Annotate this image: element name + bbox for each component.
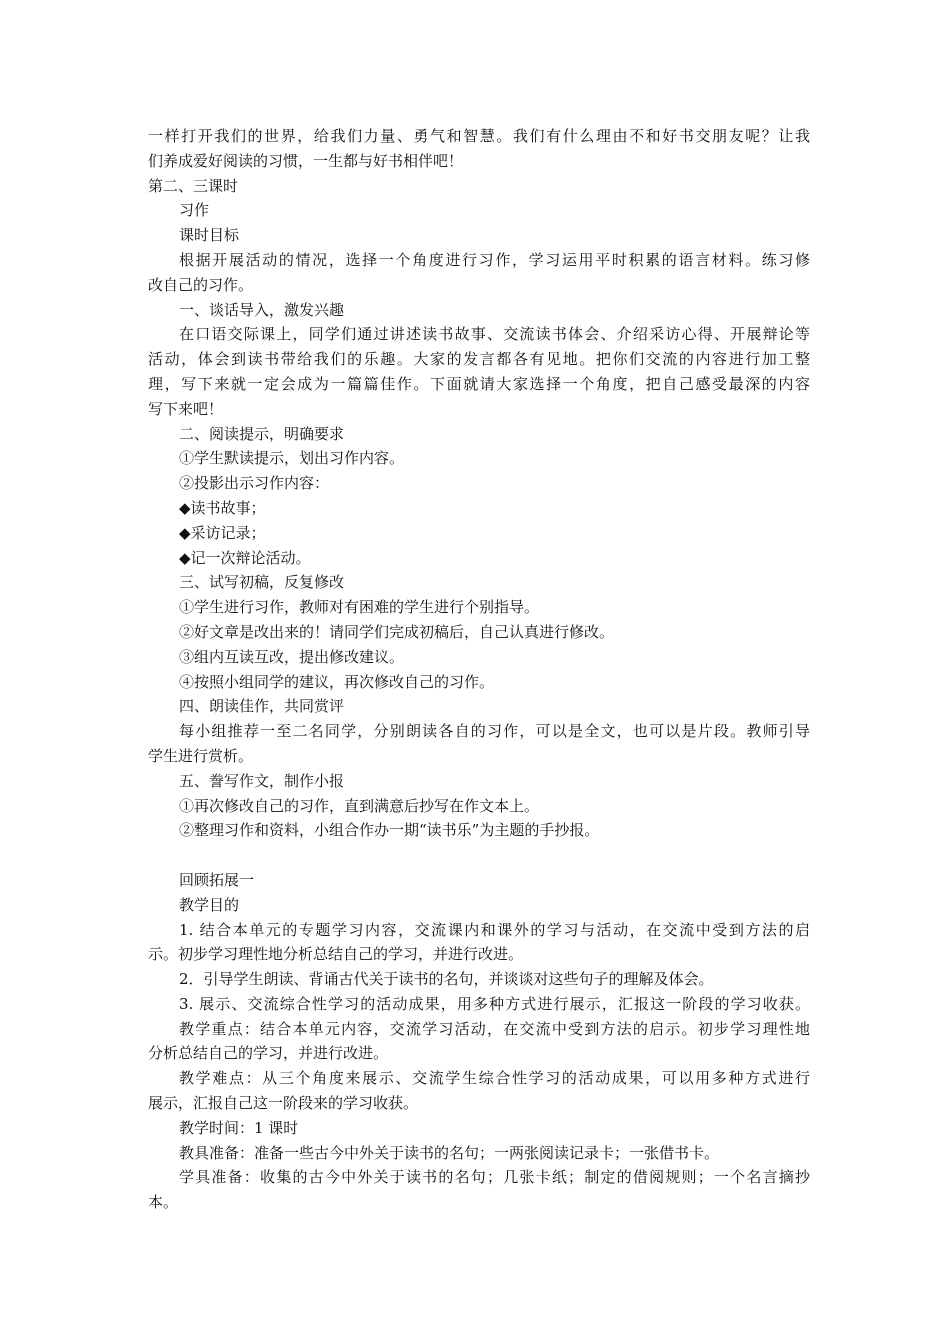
list-item: ②好文章是改出来的！请同学们完成初稿后，自己认真进行修改。 [179, 622, 615, 641]
text-line: 1. 结合本单元的专题学习内容，交流课内和课外的学习与活动，在交流中受到方法的启 [179, 920, 810, 939]
text-line: 示。初步学习理性地分析总结自己的学习，并进行改进。 [148, 945, 524, 964]
step-heading: 一、谈话导入，激发兴趣 [179, 300, 345, 319]
step-heading: 二、阅读提示，明确要求 [179, 424, 345, 443]
step-heading: 五、誊写作文，制作小报 [179, 771, 345, 790]
section-heading: 第二、三课时 [148, 176, 239, 195]
section-heading: 回顾拓展一 [179, 870, 255, 889]
bullet-item: ◆读书故事； [179, 498, 266, 517]
text-line: 2．引导学生朗读、背诵古代关于读书的名句，并谈谈对这些句子的理解及体会。 [179, 970, 714, 989]
text-line: 根据开展活动的情况，选择一个角度进行习作，学习运用平时积累的语言材料。练习修 [179, 250, 810, 269]
document-page [148, 124, 810, 1215]
list-item: ③组内互读互改，提出修改建议。 [179, 647, 405, 666]
text-line: 分析总结自己的学习，并进行改进。 [148, 1044, 389, 1063]
text-line: 本。 [148, 1193, 179, 1212]
text-line: 改自己的习作。 [148, 275, 254, 294]
text-line: 教学时间：1 课时 [179, 1118, 299, 1137]
list-item: ①学生默读提示，划出习作内容。 [179, 449, 405, 468]
text-line: 教具准备：准备一些古今中外关于读书的名句；一两张阅读记录卡；一张借书卡。 [179, 1143, 720, 1162]
text-line: 教学难点：从三个角度来展示、交流学生综合性学习的活动成果，可以用多种方式进行 [179, 1069, 810, 1088]
bullet-item: ◆采访记录； [179, 523, 266, 542]
text-line: 们养成爱好阅读的习惯，一生都与好书相伴吧！ [148, 151, 464, 170]
step-heading: 四、朗读佳作，共同赏评 [179, 697, 345, 716]
bullet-item: ◆记一次辩论活动。 [179, 548, 311, 567]
text-line: 每小组推荐一至二名同学，分别朗读各自的习作，可以是全文，也可以是片段。教师引导 [179, 722, 810, 741]
text-line: 教学重点：结合本单元内容，交流学习活动，在交流中受到方法的启示。初步学习理性地 [179, 1019, 810, 1038]
text-line: 3. 展示、交流综合性学习的活动成果，用多种方式进行展示，汇报这一阶段的学习收获。 [179, 994, 810, 1013]
subsection-heading: 教学目的 [179, 895, 240, 914]
blank-line [148, 843, 810, 868]
list-item: ④按照小组同学的建议，再次修改自己的习作。 [179, 672, 495, 691]
text-line: 学生进行赏析。 [148, 746, 254, 765]
text-line: 学具准备：收集的古今中外关于读书的名句；几张卡纸；制定的借阅规则；一个名言摘抄 [179, 1168, 810, 1187]
list-item: ①学生进行习作，教师对有困难的学生进行个别指导。 [179, 598, 540, 617]
text-line: 一样打开我们的世界，给我们力量、勇气和智慧。我们有什么理由不和好书交朋友呢？让我 [148, 127, 810, 145]
subsection-heading: 习作 [179, 201, 210, 220]
list-item: ②整理习作和资料，小组合作办一期“读书乐”为主题的手抄报。 [179, 821, 600, 840]
text-line: 在口语交际课上，同学们通过讲述读书故事、交流读书体会、介绍采访心得、开展辩论等 [179, 325, 810, 344]
text-line: 写下来吧！ [148, 399, 224, 418]
subsection-heading: 课时目标 [179, 226, 240, 245]
text-line: 理，写下来就一定会成为一篇篇佳作。下面就请大家选择一个角度，把自己感受最深的内容 [148, 374, 810, 393]
list-item: ②投影出示习作内容： [179, 474, 330, 493]
text-line: 展示，汇报自己这一阶段来的学习收获。 [148, 1094, 419, 1113]
text-line: 活动，体会到读书带给我们的乐趣。大家的发言都各有见地。把你们交流的内容进行加工整 [148, 350, 810, 369]
step-heading: 三、试写初稿，反复修改 [179, 573, 345, 592]
list-item: ①再次修改自己的习作，直到满意后抄写在作文本上。 [179, 796, 540, 815]
